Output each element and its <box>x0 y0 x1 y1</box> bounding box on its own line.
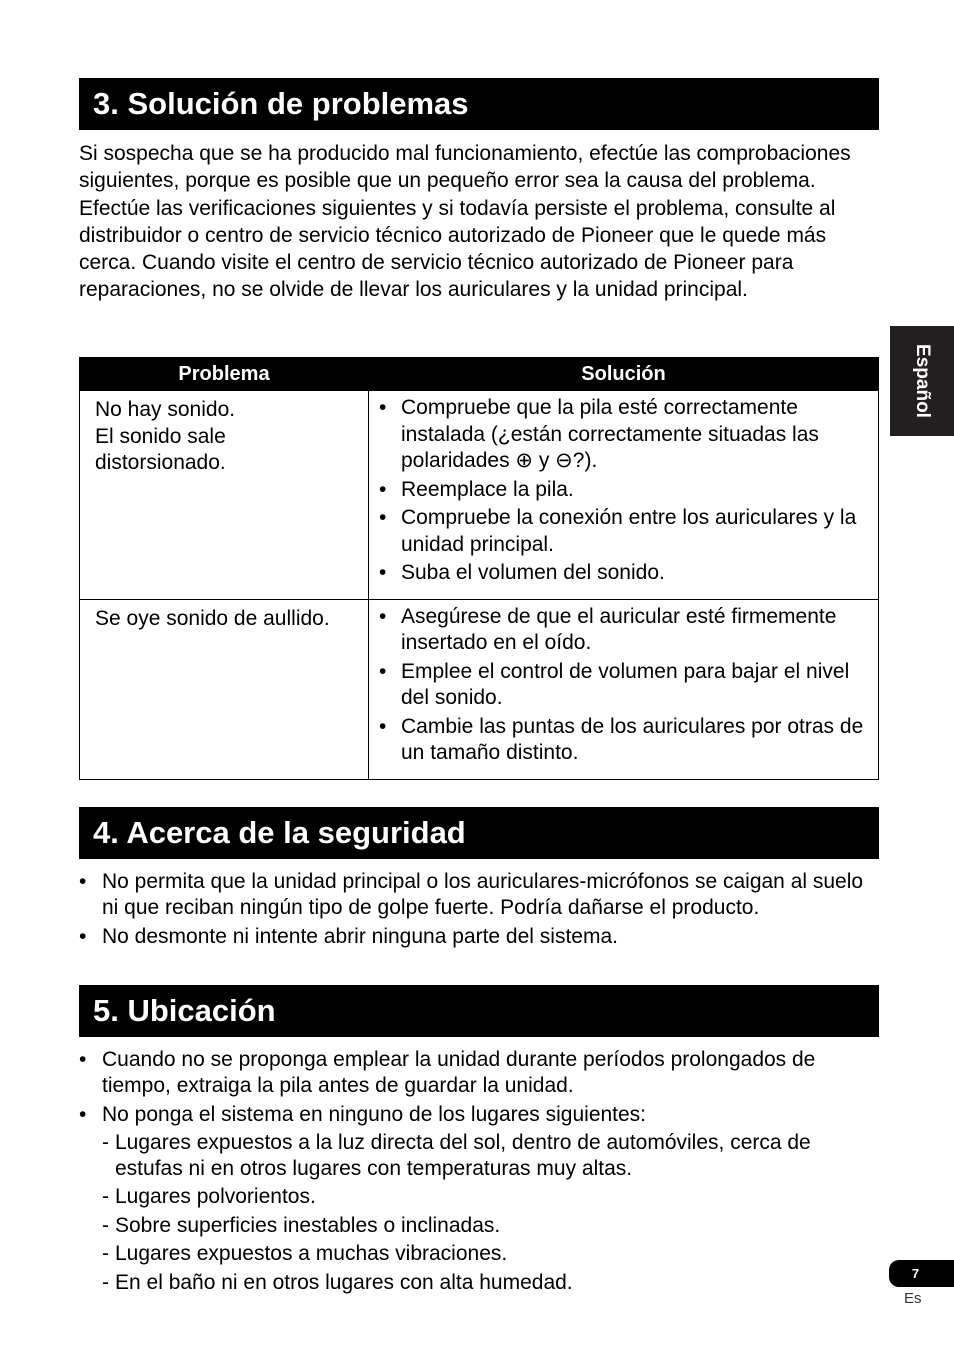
bullet-glyph: • <box>79 1102 87 1126</box>
solution-text: Asegúrese de que el auricular esté firmemente insertado en el oído. <box>401 604 837 654</box>
problem-text: Se oye sonido de aullido. <box>95 606 330 630</box>
solution-item <box>379 560 868 587</box>
troubleshooting-table <box>79 357 879 780</box>
list-item <box>79 1102 879 1296</box>
language-tab-label: Español <box>912 344 933 418</box>
section-5-heading: 5. Ubicación <box>79 985 879 1037</box>
solution-text: Emplee el control de volumen para bajar el nivel del sonido. <box>401 659 850 709</box>
solution-item <box>379 477 868 504</box>
problem-text: distorsionado. <box>95 451 226 474</box>
bullet-glyph: • <box>379 561 387 584</box>
solution-text: Compruebe la conexión entre los auriculares y la unidad principal. <box>401 506 857 556</box>
solution-item <box>379 505 868 558</box>
dash-glyph: - <box>102 1185 109 1208</box>
sub-list-item-text: Sobre superficies inestables o inclinadas. <box>115 1213 501 1237</box>
bullet-glyph: • <box>379 506 387 529</box>
sub-list-item <box>102 1184 879 1210</box>
sub-list-item-text: Lugares expuestos a muchas vibraciones. <box>115 1242 508 1265</box>
list-item-text: Cuando no se proponga emplear la unidad durante períodos prolongados de tiempo, extraiga la pila antes de guardar la unidad. <box>102 1048 816 1097</box>
page-number-badge: 7 <box>889 1260 954 1287</box>
table-row <box>80 599 879 779</box>
language-side-tab <box>890 326 954 436</box>
solution-text: Suba el volumen del sonido. <box>401 561 665 584</box>
list-item-text: No permita que la unidad principal o los auriculares-micrófonos se caigan al suelo ni que reciban ningún tipo de golpe fuerte. Podría dañarse el producto. <box>102 870 864 919</box>
dash-glyph: - <box>102 1242 109 1265</box>
solution-item <box>379 604 868 657</box>
list-item-text: No desmonte ni intente abrir ninguna parte del sistema. <box>102 924 618 948</box>
problem-cell <box>80 599 369 779</box>
sub-list-item <box>102 1241 879 1267</box>
solution-cell <box>369 391 879 600</box>
column-header-problem: Problema <box>80 358 369 391</box>
dash-glyph: - <box>102 1213 109 1237</box>
sub-list-item <box>102 1213 879 1239</box>
dash-glyph: - <box>102 1270 109 1294</box>
bullet-glyph: • <box>379 396 387 419</box>
table-header-row <box>80 358 879 391</box>
solution-text: Reemplace la pila. <box>401 477 574 501</box>
sub-list-item-text: Lugares expuestos a la luz directa del sol, dentro de automóviles, cerca de estufas ni en otros lugares con temperaturas muy altas. <box>115 1130 811 1180</box>
list-item-text: No ponga el sistema en ninguno de los lugares siguientes: <box>102 1102 647 1126</box>
problem-text: El sonido sale <box>95 424 226 448</box>
sub-list-item-text: En el baño ni en otros lugares con alta humedad. <box>115 1270 573 1294</box>
location-sublist <box>102 1130 879 1296</box>
solution-text: Cambie las puntas de los auriculares por otras de un tamaño distinto. <box>401 714 864 764</box>
table-row <box>80 391 879 600</box>
problem-text: No hay sonido. <box>95 398 236 421</box>
page-language-code: Es <box>904 1290 922 1307</box>
solution-item <box>379 714 868 767</box>
location-list <box>79 1047 879 1298</box>
sub-list-item <box>102 1130 879 1182</box>
bullet-glyph: • <box>379 477 387 501</box>
safety-list <box>79 869 879 952</box>
solution-item <box>379 659 868 712</box>
bullet-glyph: • <box>79 870 87 893</box>
bullet-glyph: • <box>79 1048 87 1071</box>
list-item <box>79 924 879 950</box>
section-3-heading: 3. Solución de problemas <box>79 78 879 130</box>
problem-cell <box>80 391 369 600</box>
solution-item <box>379 395 868 475</box>
bullet-glyph: • <box>379 659 387 683</box>
list-item <box>79 1047 879 1099</box>
bullet-glyph: • <box>379 604 387 628</box>
dash-glyph: - <box>102 1130 109 1154</box>
list-item <box>79 869 879 921</box>
troubleshooting-intro: Si sospecha que se ha producido mal funcionamiento, efectúe las comprobaciones siguientes, porque es posible que un pequeño error sea la causa del problema. Efectúe las verificaciones siguientes y si todavía persiste el problema, consulte al distribuidor o centro de servicio técnico autorizado de Pioneer que le quede más cerca. Cuando visite el centro de servicio técnico autorizado de Pioneer para reparaciones, no se olvide de llevar los auriculares y la unidad principal. <box>79 142 851 302</box>
solution-text: Compruebe que la pila esté correctamente instalada (¿están correctamente situadas las polaridades ⊕ y ⊖?). <box>401 396 819 472</box>
column-header-solution: Solución <box>369 358 879 391</box>
sub-list-item <box>102 1270 879 1296</box>
bullet-glyph: • <box>79 924 87 948</box>
section-4-heading: 4. Acerca de la seguridad <box>79 807 879 859</box>
solution-cell <box>369 599 879 779</box>
sub-list-item-text: Lugares polvorientos. <box>115 1185 316 1208</box>
bullet-glyph: • <box>379 714 387 738</box>
